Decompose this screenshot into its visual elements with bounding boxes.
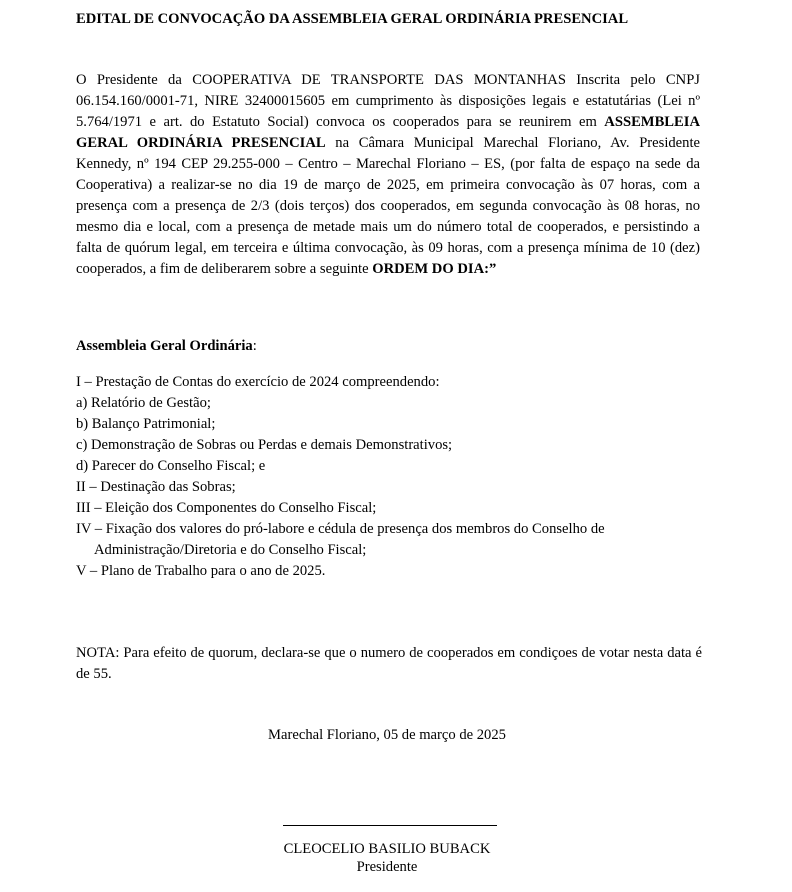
signature-line xyxy=(283,825,497,826)
quorum-note: NOTA: Para efeito de quorum, declara-se que o numero de cooperados em condiçoes de votar nesta data é de 55. xyxy=(76,645,702,682)
agenda-item: II – Destinação das Sobras; xyxy=(76,479,236,495)
section-heading xyxy=(76,336,700,357)
agenda-item: V – Plano de Trabalho para o ano de 2025. xyxy=(76,563,326,579)
signatory-role: Presidente xyxy=(356,859,418,875)
convocation-text-part2: na Câmara Municipal Marechal Floriano, Av. Presidente Kennedy, nº 194 CEP 29.255-000 – Centro – Marechal Floriano – ES, (por falta de espaço na sede da Cooperativa) a realizar-se no dia 19 de março de 2025, em primeira convocação às 07 horas, com a presença com a presença de 2/3 (dois terços) dos cooperados, em segunda convocação às 08 horas, no mesmo dia e local, com a presença de metade mais um do número total de cooperados, e persistindo a falta de quórum legal, em terceira e última convocação, às 09 horas, com a presença mínima de 10 (dez) cooperados, a fim de deliberarem sobre a seguinte xyxy=(76,135,700,277)
agenda-item: d) Parecer do Conselho Fiscal; e xyxy=(76,458,266,474)
assembly-name-bold: ASSEMBLEIA GERAL ORDINÁRIA PRESENCIAL xyxy=(76,114,700,151)
document-title: EDITAL DE CONVOCAÇÃO DA ASSEMBLEIA GERAL ORDINÁRIA PRESENCIAL xyxy=(76,11,629,27)
convocation-text-part1: O Presidente da COOPERATIVA DE TRANSPORTE DAS MONTANHAS Inscrita pelo CNPJ 06.154.160/0001-71, NIRE 32400015605 em cumprimento às disposições legais e estatutárias (Lei nº 5.764/1971 e art. do Estatuto Social) convoca os cooperados para se reunirem em xyxy=(76,72,700,130)
agenda-heading-bold: ORDEM DO DIA:” xyxy=(372,261,497,277)
convocation-paragraph xyxy=(76,70,700,280)
place-and-date: Marechal Floriano, 05 de março de 2025 xyxy=(268,727,506,743)
agenda-item: a) Relatório de Gestão; xyxy=(76,395,211,411)
agenda-item: IV – Fixação dos valores do pró-labore e cédula de presença dos membros do Conselho de Administração/Diretoria e do Conselho Fiscal; xyxy=(76,521,605,558)
section-heading-colon: : xyxy=(252,338,257,354)
agenda-list xyxy=(76,372,706,582)
agenda-item: III – Eleição dos Componentes do Conselho Fiscal; xyxy=(76,500,377,516)
agenda-item: b) Balanço Patrimonial; xyxy=(76,416,216,432)
agenda-item: c) Demonstração de Sobras ou Perdas e demais Demonstrativos; xyxy=(76,437,453,453)
signatory-name: CLEOCELIO BASILIO BUBACK xyxy=(283,841,491,857)
agenda-item: I – Prestação de Contas do exercício de 2024 compreendendo: xyxy=(76,374,440,390)
section-heading-text: Assembleia Geral Ordinária xyxy=(76,338,253,354)
